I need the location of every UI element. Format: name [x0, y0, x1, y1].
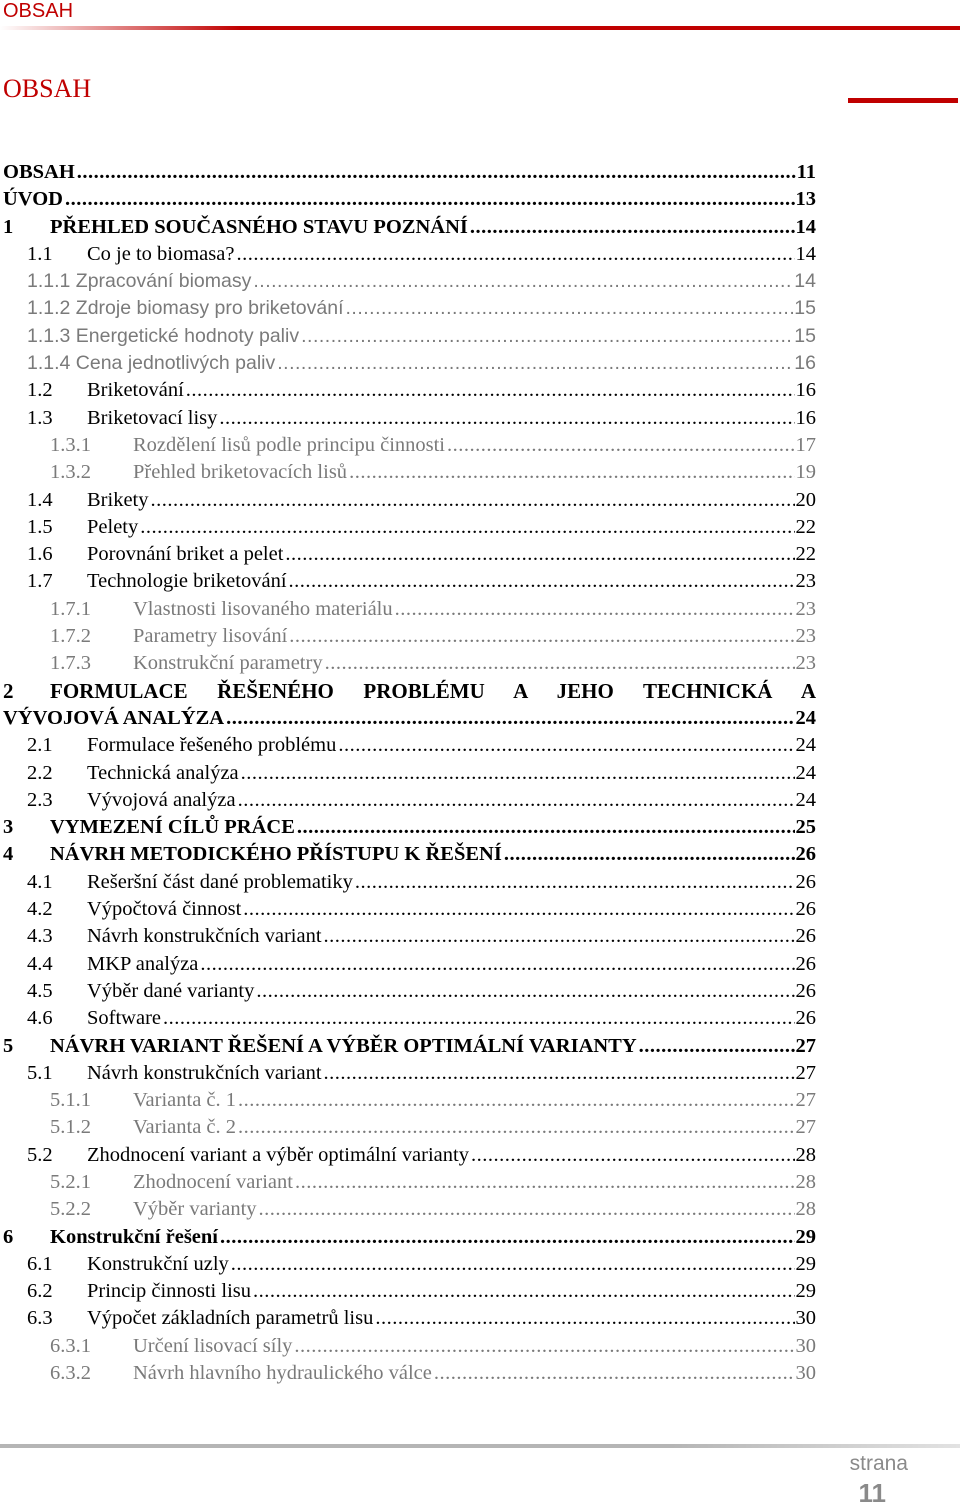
toc-entry-text: 1.1.1 Zpracování biomasy: [27, 268, 253, 295]
toc-entry[interactable]: [0, 186, 816, 213]
toc-entry-text: 1.1.2 Zdroje biomasy pro briketování: [27, 295, 346, 322]
toc-entry-text: MKP analýza: [87, 951, 200, 978]
toc-entry-page: 29: [795, 1251, 817, 1278]
title-accent-bar: [848, 98, 958, 103]
toc-entry[interactable]: [0, 268, 816, 295]
running-header-title: OBSAH: [3, 0, 74, 22]
toc-entry-page: 26: [795, 923, 817, 950]
toc-entry-page: 26: [795, 841, 817, 868]
toc-entry-page: 28: [795, 1196, 817, 1223]
toc-entry-text: Zhodnocení variant: [133, 1169, 295, 1196]
toc-entry-text: OBSAH: [3, 159, 77, 186]
toc-leader-dots: [285, 541, 794, 568]
toc-entry[interactable]: [0, 295, 816, 322]
toc-leader-dots: [324, 1060, 795, 1087]
toc-entry-page: 24: [795, 760, 817, 787]
toc-entry[interactable]: [0, 487, 816, 514]
toc-entry-number: 2.3: [27, 788, 53, 811]
table-of-contents: [0, 159, 816, 1387]
toc-entry-page: 24: [795, 732, 817, 759]
toc-entry-page: 24: [795, 787, 817, 814]
toc-entry-number: 6.3: [27, 1307, 53, 1330]
toc-entry-text: Briketování: [87, 377, 186, 404]
toc-leader-dots: [301, 323, 793, 350]
toc-leader-dots: [241, 760, 795, 787]
toc-leader-dots: [259, 1196, 795, 1223]
toc-entry-text: Konstrukční uzly: [87, 1251, 231, 1278]
toc-entry-text: Vývojová analýza: [87, 787, 238, 814]
toc-entry-text: VÝVOJOVÁ ANALÝZA: [3, 705, 226, 732]
toc-leader-dots: [355, 869, 795, 896]
toc-entry[interactable]: [0, 241, 816, 268]
toc-entry[interactable]: [0, 1169, 816, 1196]
toc-entry-page: 30: [795, 1333, 817, 1360]
toc-entry-page: 15: [793, 295, 816, 322]
toc-entry[interactable]: [0, 978, 816, 1005]
toc-entry[interactable]: [0, 1278, 816, 1305]
toc-entry[interactable]: [0, 159, 816, 186]
toc-entry-text: Co je to biomasa?: [87, 241, 236, 268]
toc-entry-text: FORMULACE ŘEŠENÉHO PROBLÉMU A JEHO TECHNICKÁ A: [50, 678, 816, 703]
toc-entry[interactable]: [0, 568, 816, 595]
toc-leader-dots: [243, 896, 794, 923]
toc-entry-number: 1.2: [27, 379, 53, 402]
toc-entry[interactable]: [0, 623, 816, 650]
toc-entry[interactable]: [0, 1114, 816, 1141]
toc-entry-page: 16: [793, 350, 816, 377]
toc-entry[interactable]: [0, 678, 816, 705]
toc-leader-dots: [238, 787, 795, 814]
toc-entry-text: Varianta č. 2: [133, 1114, 238, 1141]
footer-page-label: strana: [849, 1452, 908, 1475]
toc-leader-dots: [346, 295, 794, 322]
toc-entry-number: 5.1.2: [50, 1116, 91, 1139]
page-title: OBSAH: [3, 74, 92, 103]
toc-entry[interactable]: [0, 1087, 816, 1114]
toc-entry-page: 22: [795, 541, 817, 568]
toc-leader-dots: [297, 814, 795, 841]
toc-entry-text: Brikety: [87, 487, 151, 514]
toc-entry-number: 4.4: [27, 952, 53, 975]
toc-entry-number: 1.7: [27, 570, 53, 593]
toc-entry-number: 1.7.3: [50, 652, 91, 675]
toc-entry[interactable]: [0, 1060, 816, 1087]
toc-leader-dots: [324, 923, 795, 950]
toc-entry-text: 1.1.4 Cena jednotlivých paliv: [27, 350, 277, 377]
toc-entry-number: 6.2: [27, 1280, 53, 1303]
toc-leader-dots: [219, 405, 794, 432]
toc-entry-text: Konstrukční parametry: [133, 650, 325, 677]
toc-entry-text: Výpočet základních parametrů lisu: [87, 1305, 375, 1332]
toc-leader-dots: [253, 268, 793, 295]
toc-leader-dots: [226, 705, 794, 732]
toc-entry-page: 14: [793, 268, 816, 295]
header-rule: [0, 26, 960, 30]
toc-leader-dots: [338, 732, 794, 759]
toc-leader-dots: [504, 841, 795, 868]
toc-entry-page: 11: [796, 159, 816, 186]
toc-entry-number: 5.2: [27, 1143, 53, 1166]
toc-entry-page: 13: [795, 186, 817, 213]
toc-entry[interactable]: [0, 596, 816, 623]
toc-entry-number: 6.1: [27, 1252, 53, 1275]
toc-entry-text: PŘEHLED SOUČASNÉHO STAVU POZNÁNÍ: [50, 214, 470, 241]
toc-entry-text: Princip činnosti lisu: [87, 1278, 253, 1305]
toc-entry-text: 1.1.3 Energetické hodnoty paliv: [27, 323, 301, 350]
toc-leader-dots: [289, 568, 795, 595]
toc-entry-text: Výpočtová činnost: [87, 896, 243, 923]
toc-entry-text: Návrh hlavního hydraulického válce: [133, 1360, 434, 1387]
toc-entry[interactable]: [0, 841, 816, 868]
toc-leader-dots: [151, 487, 795, 514]
toc-entry-number: 1.6: [27, 543, 53, 566]
toc-entry-page: 17: [795, 432, 817, 459]
toc-entry[interactable]: [0, 1360, 816, 1387]
toc-entry-number: 4.1: [27, 870, 53, 893]
toc-entry[interactable]: [0, 1224, 816, 1251]
toc-entry-number: 1.7.1: [50, 597, 91, 620]
toc-entry[interactable]: [0, 459, 816, 486]
toc-entry-page: 27: [795, 1033, 817, 1060]
toc-entry-page: 16: [795, 377, 817, 404]
toc-entry-page: 27: [795, 1060, 817, 1087]
toc-entry-text: Varianta č. 1: [133, 1087, 238, 1114]
toc-entry-number: 1.3.2: [50, 461, 91, 484]
toc-entry-text: Konstrukční řešení: [50, 1224, 220, 1251]
toc-entry-text: Technická analýza: [87, 760, 241, 787]
toc-entry-text: Pelety: [87, 514, 140, 541]
toc-entry-number: 1: [3, 215, 14, 238]
toc-leader-dots: [375, 1305, 794, 1332]
toc-entry-page: 14: [795, 241, 817, 268]
toc-entry-page: 26: [795, 896, 817, 923]
toc-entry-number: 4.6: [27, 1007, 53, 1030]
toc-entry[interactable]: [0, 869, 816, 896]
footer-page-number: 11: [858, 1478, 886, 1508]
toc-entry[interactable]: [0, 432, 816, 459]
toc-entry-number: 1.1: [27, 242, 53, 265]
toc-entry-page: 19: [795, 459, 817, 486]
toc-entry[interactable]: [0, 1305, 816, 1332]
toc-entry-number: 1.5: [27, 515, 53, 538]
toc-entry-page: 26: [795, 1005, 817, 1032]
toc-entry[interactable]: [0, 760, 816, 787]
toc-entry-text: Software: [87, 1005, 163, 1032]
toc-entry-text: Formulace řešeného problému: [87, 732, 338, 759]
toc-entry-page: 23: [795, 623, 817, 650]
toc-entry-number: 5.2.2: [50, 1198, 91, 1221]
toc-entry[interactable]: [0, 214, 816, 241]
toc-entry-page: 26: [795, 951, 817, 978]
toc-leader-dots: [395, 596, 795, 623]
toc-entry-page: 16: [795, 405, 817, 432]
toc-entry-number: 5.1.1: [50, 1089, 91, 1112]
toc-leader-dots: [253, 1278, 795, 1305]
toc-entry-number: 1.7.2: [50, 625, 91, 648]
toc-entry[interactable]: [0, 377, 816, 404]
toc-leader-dots: [277, 350, 793, 377]
toc-leader-dots: [639, 1033, 795, 1060]
toc-entry-number: 4.5: [27, 979, 53, 1002]
toc-entry-page: 29: [795, 1224, 817, 1251]
toc-entry-number: 5.1: [27, 1061, 53, 1084]
toc-entry[interactable]: [0, 705, 816, 732]
toc-entry-text: Technologie briketování: [87, 568, 289, 595]
toc-entry-text: Návrh konstrukčních variant: [87, 923, 324, 950]
toc-entry-text: Přehled briketovacích lisů: [133, 459, 349, 486]
toc-leader-dots: [231, 1251, 795, 1278]
toc-leader-dots: [77, 159, 796, 186]
toc-entry[interactable]: [0, 1333, 816, 1360]
toc-entry[interactable]: [0, 814, 816, 841]
toc-entry-text: ÚVOD: [3, 186, 65, 213]
toc-entry-number: 1.4: [27, 488, 53, 511]
toc-entry[interactable]: [0, 1196, 816, 1223]
toc-entry-page: 28: [795, 1142, 817, 1169]
toc-entry-number: 2: [3, 678, 14, 703]
toc-entry-page: 24: [795, 705, 817, 732]
toc-entry-text: Vlastnosti lisovaného materiálu: [133, 596, 395, 623]
toc-entry[interactable]: [0, 923, 816, 950]
toc-entry[interactable]: [0, 514, 816, 541]
toc-entry-text: Návrh konstrukčních variant: [87, 1060, 324, 1087]
toc-entry-page: 30: [795, 1360, 817, 1387]
toc-entry[interactable]: [0, 1251, 816, 1278]
toc-entry-text: NÁVRH VARIANT ŘEŠENÍ A VÝBĚR OPTIMÁLNÍ VARIANTY: [50, 1033, 639, 1060]
toc-entry-text: Rozdělení lisů podle principu činnosti: [133, 432, 447, 459]
toc-entry-number: 5: [3, 1034, 14, 1057]
toc-entry-page: 28: [795, 1169, 817, 1196]
toc-leader-dots: [447, 432, 794, 459]
toc-leader-dots: [65, 186, 795, 213]
toc-entry-page: 23: [795, 568, 817, 595]
toc-leader-dots: [220, 1224, 795, 1251]
toc-entry-text: Porovnání briket a pelet: [87, 541, 285, 568]
toc-entry-number: 4.2: [27, 898, 53, 921]
toc-leader-dots: [163, 1005, 794, 1032]
toc-leader-dots: [140, 514, 794, 541]
toc-leader-dots: [349, 459, 794, 486]
toc-entry[interactable]: [0, 1142, 816, 1169]
toc-entry[interactable]: [0, 541, 816, 568]
toc-leader-dots: [325, 650, 795, 677]
toc-entry-text: VYMEZENÍ CÍLŮ PRÁCE: [50, 814, 297, 841]
toc-leader-dots: [289, 623, 794, 650]
toc-entry-page: 23: [795, 650, 817, 677]
toc-entry-page: 23: [795, 596, 817, 623]
toc-entry-page: 30: [795, 1305, 817, 1332]
toc-entry-page: 22: [795, 514, 817, 541]
toc-entry[interactable]: [0, 951, 816, 978]
toc-entry-number: 6.3.1: [50, 1334, 91, 1357]
toc-entry-page: 27: [795, 1114, 817, 1141]
toc-entry-number: 1.3.1: [50, 433, 91, 456]
toc-entry-text: NÁVRH METODICKÉHO PŘÍSTUPU K ŘEŠENÍ: [50, 841, 504, 868]
toc-leader-dots: [295, 1169, 795, 1196]
toc-entry[interactable]: [0, 350, 816, 377]
toc-leader-dots: [200, 951, 794, 978]
toc-entry[interactable]: [0, 732, 816, 759]
toc-entry-page: 29: [795, 1278, 817, 1305]
toc-leader-dots: [238, 1087, 794, 1114]
toc-entry-page: 15: [793, 323, 816, 350]
toc-entry[interactable]: [0, 1033, 816, 1060]
toc-entry[interactable]: [0, 896, 816, 923]
toc-leader-dots: [256, 978, 794, 1005]
toc-entry[interactable]: [0, 787, 816, 814]
toc-entry-text: Určení lisovací síly: [133, 1333, 294, 1360]
toc-entry-text: Rešeršní část dané problematiky: [87, 869, 355, 896]
toc-entry-page: 27: [795, 1087, 817, 1114]
toc-entry[interactable]: [0, 323, 816, 350]
toc-leader-dots: [186, 377, 795, 404]
toc-entry-number: 6.3.2: [50, 1362, 91, 1385]
toc-entry-number: 3: [3, 816, 14, 839]
toc-leader-dots: [238, 1114, 794, 1141]
toc-entry-text: Výběr dané varianty: [87, 978, 256, 1005]
toc-entry-text: Parametry lisování: [133, 623, 289, 650]
toc-entry-text: Zhodnocení variant a výběr optimální varianty: [87, 1142, 471, 1169]
toc-entry-number: 4: [3, 843, 14, 866]
toc-leader-dots: [236, 241, 794, 268]
toc-entry-number: 2.1: [27, 734, 53, 757]
toc-leader-dots: [470, 214, 795, 241]
toc-entry-page: 20: [795, 487, 817, 514]
toc-entry-number: 5.2.1: [50, 1170, 91, 1193]
toc-entry-text: Výběr varianty: [133, 1196, 259, 1223]
toc-entry-number: 4.3: [27, 925, 53, 948]
toc-entry-page: 26: [795, 869, 817, 896]
toc-entry-page: 25: [795, 814, 817, 841]
toc-entry-page: 26: [795, 978, 817, 1005]
toc-entry-text: Briketovací lisy: [87, 405, 219, 432]
toc-entry-page: 14: [795, 214, 817, 241]
toc-entry[interactable]: [0, 1005, 816, 1032]
toc-leader-dots: [434, 1360, 795, 1387]
toc-entry[interactable]: [0, 650, 816, 677]
toc-leader-dots: [471, 1142, 795, 1169]
toc-entry-number: 2.2: [27, 761, 53, 784]
toc-entry-number: 6: [3, 1225, 14, 1248]
toc-entry-number: 1.3: [27, 406, 53, 429]
toc-leader-dots: [294, 1333, 794, 1360]
footer-rule: [0, 1444, 960, 1448]
toc-entry[interactable]: [0, 405, 816, 432]
